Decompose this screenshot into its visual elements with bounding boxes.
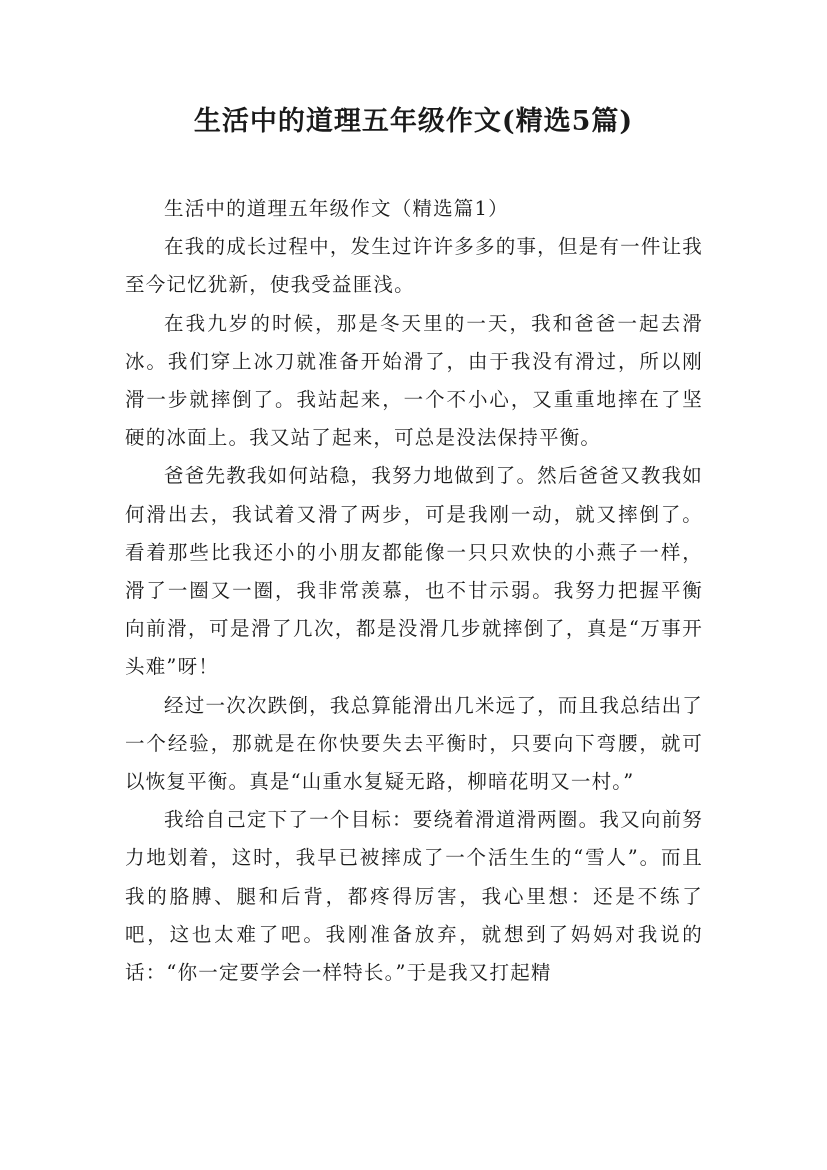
paragraph: 在我的成长过程中，发生过许许多多的事，但是有一件让我至今记忆犹新，使我受益匪浅。: [125, 235, 703, 297]
paragraph: 经过一次次跌倒，我总算能滑出几米远了，而且我总结出了一个经验，那就是在你快要失去平衡时，只要向下弯腰，就可以恢复平衡。真是“山重水复疑无路，柳暗花明又一村。”: [125, 693, 703, 794]
paragraph: 我给自己定下了一个目标：要绕着滑道滑两圈。我又向前努力地划着，这时，我早已被摔成了一个活生生的“雪人”。而且我的胳膊、腿和后背，都疼得厉害，我心里想：还是不练了吧，这也太难了吧。我刚准备放弃，就想到了妈妈对我说的话：“你一定要学会一样特长。”于是我又打起精: [125, 808, 703, 985]
section-heading: 生活中的道理五年级作文（精选篇1）: [164, 197, 509, 220]
document-title: 生活中的道理五年级作文(精选5篇): [193, 106, 634, 137]
paragraph: 在我九岁的时候，那是冬天里的一天，我和爸爸一起去滑冰。我们穿上冰刀就准备开始滑了，由于我没有滑过，所以刚滑一步就摔倒了。我站起来，一个不小心，又重重地摔在了坚硬的冰面上。我又站了起来，可总是没法保持平衡。: [125, 311, 703, 450]
paragraph: 爸爸先教我如何站稳，我努力地做到了。然后爸爸又教我如何滑出去，我试着又滑了两步，可是我刚一动，就又摔倒了。看着那些比我还小的小朋友都能像一只只欢快的小燕子一样，滑了一圈又一圈，我非常羡慕，也不甘示弱。我努力把握平衡向前滑，可是滑了几次，都是没滑几步就摔倒了，真是“万事开头难”呀！: [125, 464, 703, 679]
document-body: [125, 190, 703, 992]
